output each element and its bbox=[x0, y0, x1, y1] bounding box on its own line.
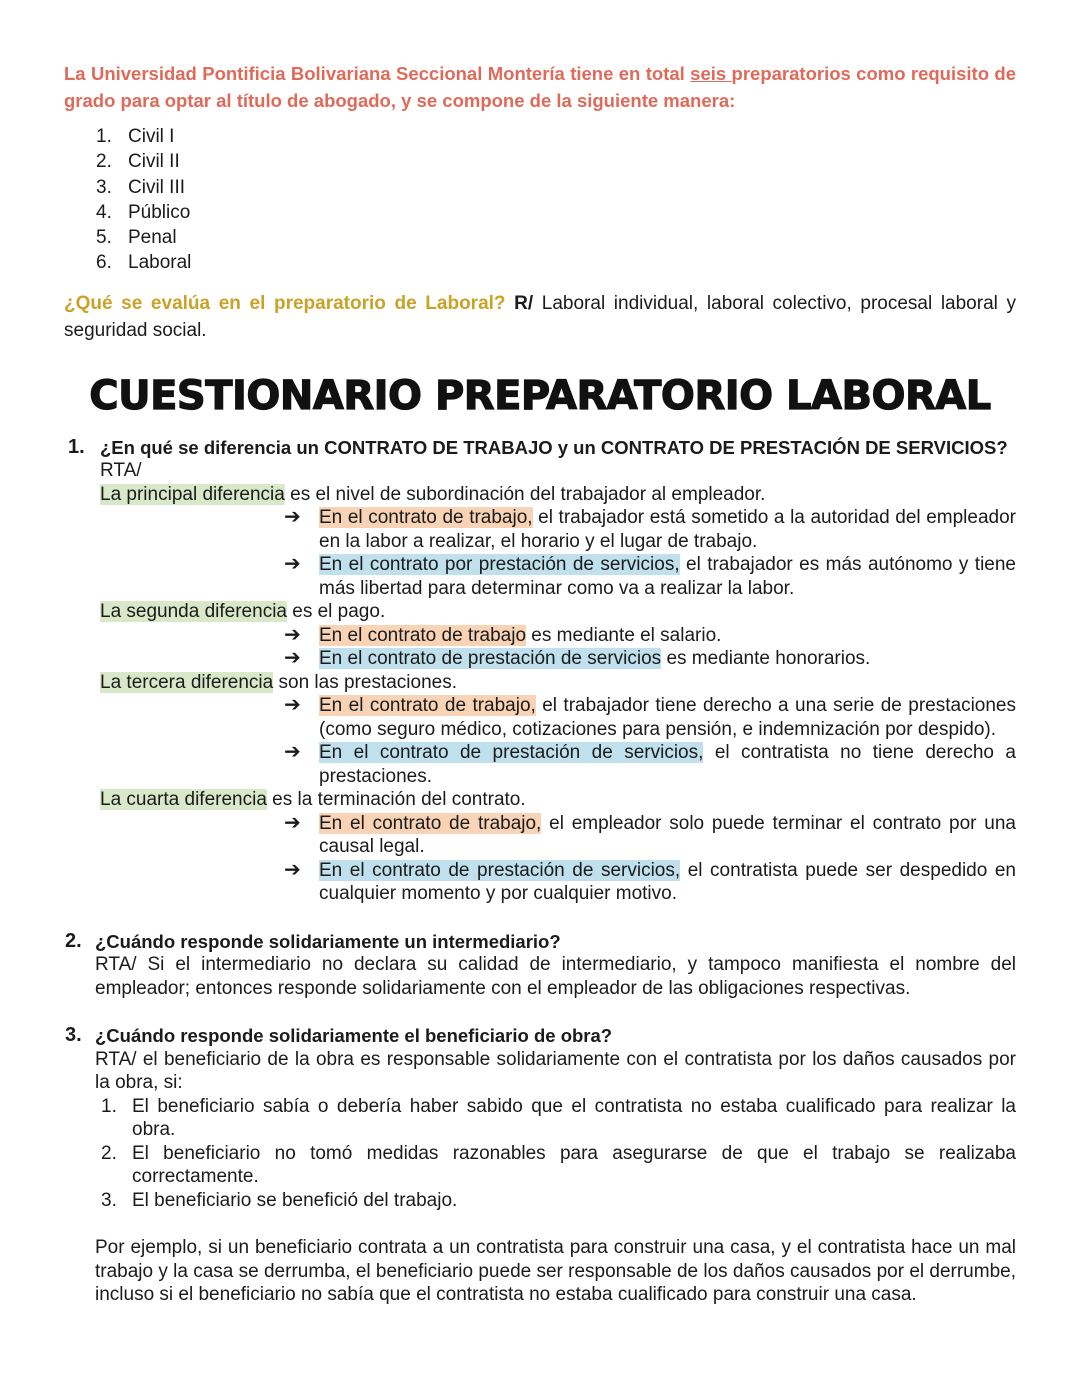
difference-2-points bbox=[284, 623, 1016, 671]
list-label: Civil II bbox=[128, 151, 180, 173]
contract-work-highlight: En el contrato de trabajo, bbox=[319, 812, 542, 834]
conditions-list bbox=[95, 1095, 1016, 1213]
contract-services-highlight: En el contrato de prestación de servicios bbox=[319, 648, 662, 670]
evaluation-answer: Laboral individual, laboral colectivo, procesal laboral y seguridad social. bbox=[64, 292, 1016, 341]
evaluation-paragraph bbox=[64, 290, 1016, 344]
list-item bbox=[96, 124, 1016, 149]
list-number: 1. bbox=[96, 126, 112, 147]
contract-services-highlight: En el contrato de prestación de servicios, bbox=[319, 859, 681, 881]
difference-4-points bbox=[284, 811, 1017, 906]
arrow-right-icon: ➔ bbox=[284, 858, 301, 881]
list-item bbox=[284, 811, 1016, 859]
list-label: Civil I bbox=[128, 126, 175, 147]
list-item bbox=[95, 1189, 1016, 1213]
list-label: Penal bbox=[128, 227, 177, 249]
answer-text: RTA/ el beneficiario de la obra es responsable solidariamente con el contratista por los daños causados por la obra, si: bbox=[95, 1048, 1016, 1094]
question-number: 2. bbox=[65, 929, 82, 952]
difference-highlight: La tercera diferencia bbox=[100, 671, 274, 693]
preparatory-list bbox=[64, 124, 1016, 276]
question-number: 3. bbox=[65, 1024, 82, 1047]
contract-services-highlight: En el contrato por prestación de servicios, bbox=[319, 554, 680, 576]
question-text: ¿Cuándo responde solidariamente un intermediario? bbox=[95, 930, 561, 952]
contract-work-highlight: En el contrato de trabajo, bbox=[319, 507, 533, 529]
list-number: 3. bbox=[96, 176, 112, 198]
arrow-right-icon: ➔ bbox=[284, 647, 301, 670]
point-text: el contratista puede ser despedido en cualquier momento y por cualquier motivo. bbox=[319, 859, 1017, 905]
difference-1 bbox=[100, 483, 1016, 507]
evaluation-r-label: R/ bbox=[514, 292, 534, 314]
arrow-right-icon: ➔ bbox=[284, 694, 301, 717]
list-number: 2. bbox=[96, 151, 112, 173]
point-text: el trabajador está sometido a la autoridad del empleador en la labor a realizar, el horario y el lugar de trabajo. bbox=[319, 507, 1016, 552]
list-item bbox=[96, 250, 1016, 275]
list-item bbox=[95, 1095, 1016, 1142]
list-number: 3. bbox=[101, 1189, 117, 1211]
difference-text: es el pago. bbox=[286, 601, 386, 623]
answer-label: RTA/ bbox=[100, 460, 142, 482]
list-label: Laboral bbox=[128, 252, 192, 274]
list-item bbox=[96, 200, 1016, 225]
list-item bbox=[284, 553, 1016, 600]
question-1-body bbox=[100, 436, 1016, 906]
list-item bbox=[284, 506, 1016, 553]
list-item bbox=[96, 149, 1016, 174]
list-item bbox=[284, 741, 1016, 788]
difference-4 bbox=[100, 788, 1016, 812]
condition-text: El beneficiario no tomó medidas razonables para asegurarse de que el trabajo se realizaba correctamente. bbox=[132, 1142, 1016, 1188]
list-item bbox=[284, 858, 1017, 906]
contract-services-highlight: En el contrato de prestación de servicios, bbox=[319, 742, 704, 764]
list-number: 1. bbox=[101, 1095, 117, 1117]
difference-highlight: La principal diferencia bbox=[100, 483, 285, 505]
contract-work-highlight: En el contrato de trabajo bbox=[319, 624, 527, 646]
arrow-right-icon: ➔ bbox=[284, 623, 301, 646]
difference-3 bbox=[100, 671, 1016, 695]
list-item bbox=[284, 623, 1016, 648]
list-number: 5. bbox=[96, 227, 112, 249]
question-text: ¿Cuándo responde solidariamente el beneficiario de obra? bbox=[95, 1025, 613, 1047]
example-paragraph: Por ejemplo, si un beneficiario contrata a un contratista para construir una casa, y el contratista hace un mal trabajo y la casa se derrumba, el beneficiario puede ser responsable de los daños causados por el derrumbe, incluso si el beneficiario no sabía que el contratista no estaba cualificado para construir una casa. bbox=[95, 1237, 1016, 1306]
list-item bbox=[284, 647, 1016, 671]
list-item bbox=[95, 1142, 1016, 1189]
point-text: el trabajador es más autónomo y tiene más libertad para determinar como va a realizar la labor. bbox=[319, 554, 1016, 599]
arrow-right-icon: ➔ bbox=[284, 553, 301, 576]
list-number: 2. bbox=[101, 1142, 117, 1164]
difference-highlight: La cuarta diferencia bbox=[100, 789, 267, 811]
difference-text: es la terminación del contrato. bbox=[266, 789, 526, 811]
difference-2 bbox=[100, 600, 1016, 624]
list-item bbox=[96, 225, 1016, 250]
intro-paragraph bbox=[64, 60, 1016, 114]
list-item bbox=[96, 175, 1016, 200]
list-number: 6. bbox=[96, 252, 112, 274]
question-3 bbox=[65, 1024, 1016, 1307]
arrow-right-icon: ➔ bbox=[284, 811, 301, 834]
list-label: Civil III bbox=[128, 176, 185, 198]
point-text: el contratista no tiene derecho a prestaciones. bbox=[319, 742, 1016, 787]
question-2 bbox=[65, 929, 1016, 1001]
condition-text: El beneficiario sabía o debería haber sabido que el contratista no estaba cualificado para realizar la obra. bbox=[132, 1095, 1016, 1141]
difference-1-points bbox=[284, 506, 1016, 600]
point-text: es mediante honorarios. bbox=[661, 648, 871, 670]
page-title: CUESTIONARIO PREPARATORIO LABORAL bbox=[89, 372, 991, 419]
answer-text: RTA/ Si el intermediario no declara su calidad de intermediario, y tampoco manifiesta el nombre del empleador; entonces responde solidariamente con el empleador de las obligaciones respectivas. bbox=[95, 954, 1016, 999]
arrow-right-icon: ➔ bbox=[284, 506, 301, 529]
question-1 bbox=[68, 435, 1017, 906]
difference-3-points bbox=[284, 694, 1016, 788]
question-number: 1. bbox=[68, 435, 85, 458]
point-text: el trabajador tiene derecho a una serie de prestaciones (como seguro médico, cotizaciones para pensión, e indemnización por despido). bbox=[319, 695, 1016, 740]
list-number: 4. bbox=[96, 201, 112, 223]
difference-text: es el nivel de subordinación del trabajador al empleador. bbox=[284, 483, 766, 505]
intro-text: La Universidad Pontificia Bolivariana Seccional Montería tiene en total bbox=[64, 63, 691, 84]
point-text: es mediante el salario. bbox=[526, 624, 722, 646]
evaluation-question: ¿Qué se evalúa en el preparatorio de Laboral? bbox=[64, 292, 506, 314]
question-text: ¿En qué se diferencia un CONTRATO DE TRABAJO y un CONTRATO DE PRESTACIÓN DE SERVICIOS? bbox=[100, 436, 1008, 458]
list-item bbox=[284, 694, 1016, 741]
condition-text: El beneficiario se benefició del trabajo. bbox=[132, 1189, 458, 1211]
contract-work-highlight: En el contrato de trabajo, bbox=[319, 695, 536, 717]
difference-text: son las prestaciones. bbox=[273, 671, 457, 693]
list-label: Público bbox=[128, 201, 191, 223]
point-text: el empleador solo puede terminar el contrato por una causal legal. bbox=[319, 812, 1016, 858]
intro-text-end: preparatorios como requisito de grado para optar al título de abogado, y se compone de la siguiente manera: bbox=[64, 63, 1016, 111]
arrow-right-icon: ➔ bbox=[284, 741, 301, 764]
difference-highlight: La segunda diferencia bbox=[100, 601, 287, 623]
intro-underlined-text: seis bbox=[690, 63, 732, 84]
